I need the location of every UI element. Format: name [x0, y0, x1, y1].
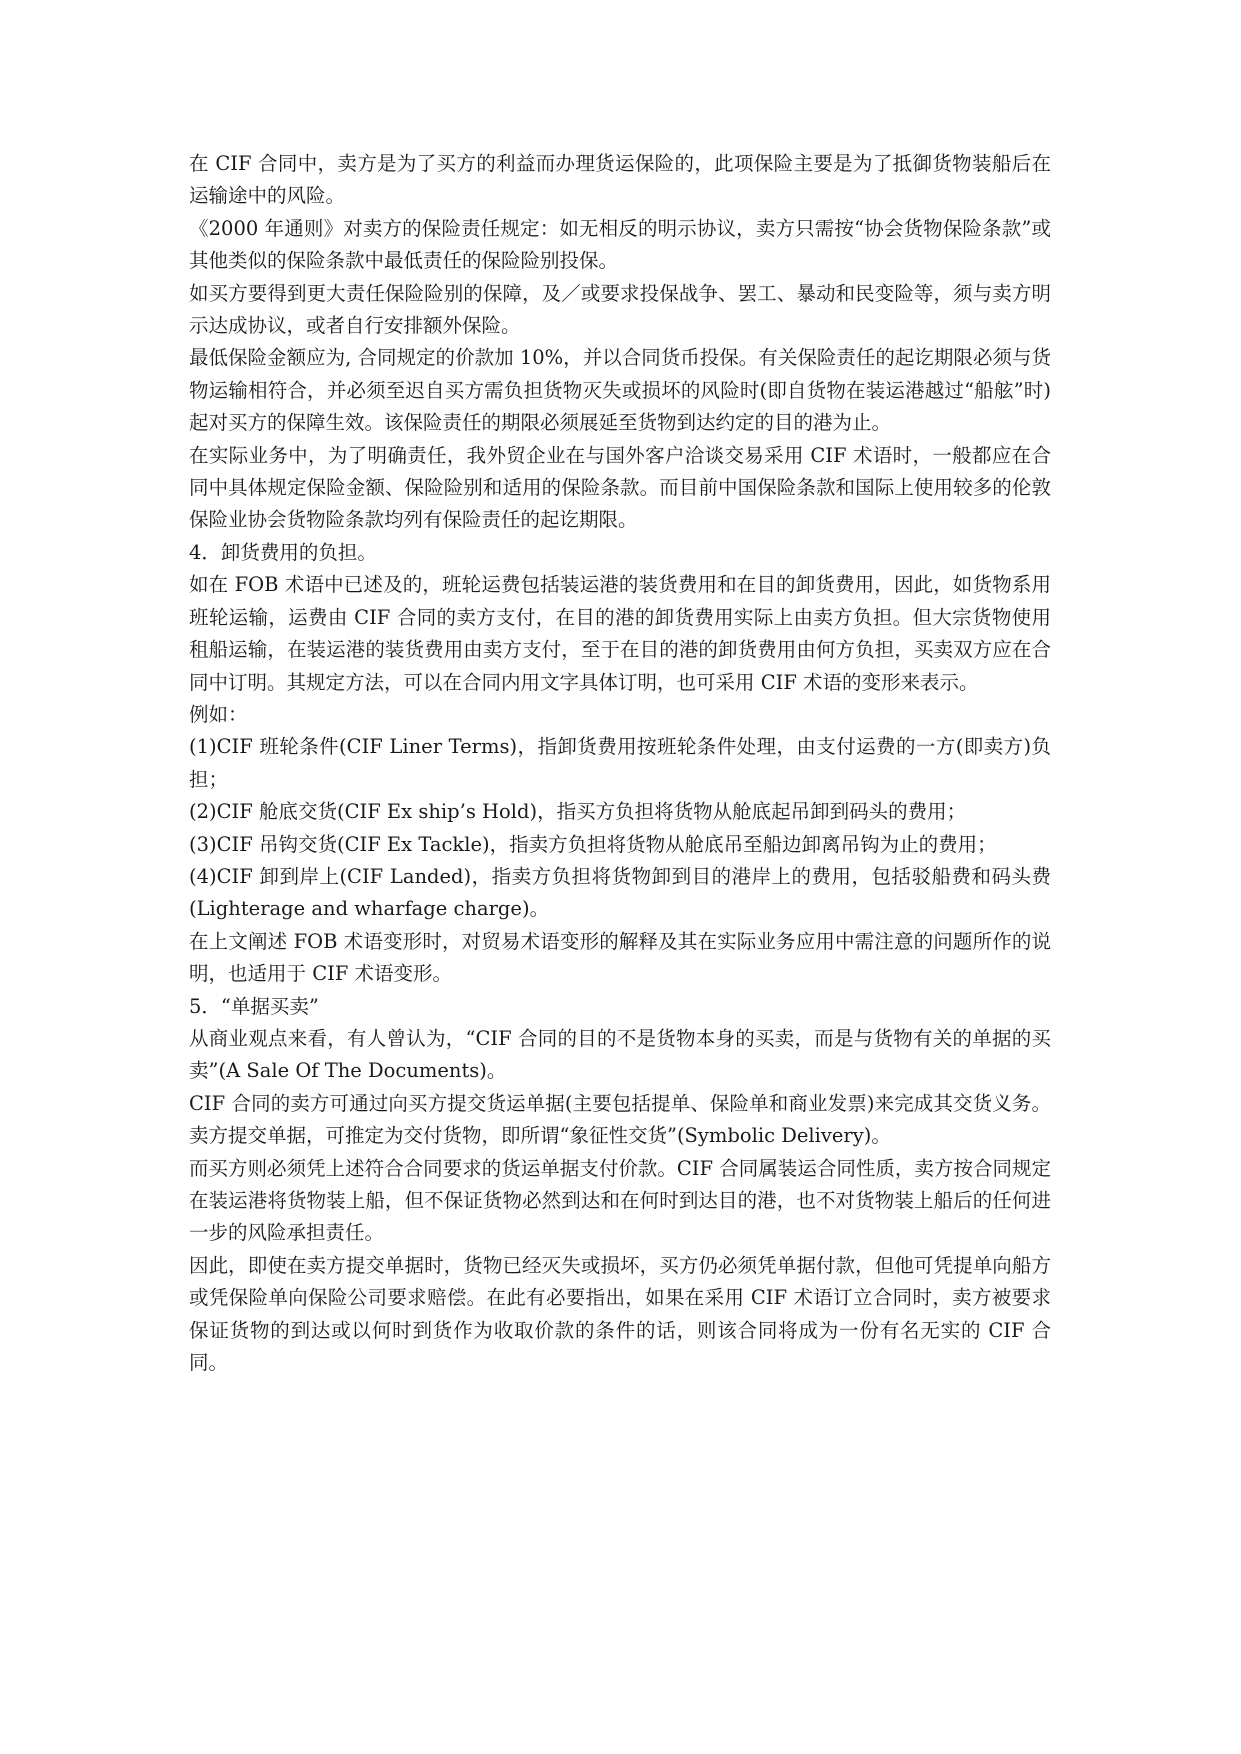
paragraph-buyer-payment: 而买方则必须凭上述符合合同要求的货运单据支付价款。CIF 合同属装运合同性质，卖方按合同规定在装运港将货物装上船，但不保证货物必然到达和在何时到达目的港，也不对货物装上船后的任何进一步的风险承担责任。	[189, 1156, 1051, 1245]
paragraph-extra-insurance: 如买方要得到更大责任保险险别的保障，及／或要求投保战争、罢工、暴动和民变险等，须与卖方明示达成协议，或者自行安排额外保险。	[189, 281, 1051, 338]
paragraph-unloading-costs: 如在 FOB 术语中已述及的，班轮运费包括装运港的装货费用和在目的卸货费用，因此，如货物系用班轮运输，运费由 CIF 合同的卖方支付，在目的港的卸货费用实际上由卖方负担。但大宗货物使用租船运输，在装运港的装货费用由卖方支付，至于在目的港的卸货费用由何方负担，买卖双方应在合同中订明。其规定方法，可以在合同内用文字具体订明，也可采用 CIF 术语的变形来表示。	[189, 573, 1051, 694]
list-item-cif-ex-ships-hold: (2)CIF 舱底交货(CIF Ex ship’s Hold)，指买方负担将货物从舱底起吊卸到码头的费用；	[189, 800, 967, 824]
paragraph-practical-business: 在实际业务中，为了明确责任，我外贸企业在与国外客户洽谈交易采用 CIF 术语时，一般都应在合同中具体规定保险金额、保险险别和适用的保险条款。而目前中国保险条款和国际上使用较多的伦敦保险业协会货物险条款均列有保险责任的起讫期限。	[189, 443, 1051, 532]
paragraph-for-example: 例如：	[189, 702, 248, 726]
paragraph-incoterms-2000-insurance: 《2000 年通则》对卖方的保险责任规定：如无相反的明示协议，卖方只需按“协会货物保险条款”或其他类似的保险条款中最低责任的保险险别投保。	[189, 216, 1051, 273]
paragraph-symbolic-delivery: CIF 合同的卖方可通过向买方提交货运单据(主要包括提单、保险单和商业发票)来完成其交货义务。卖方提交单据，可推定为交付货物，即所谓“象征性交货”(Symbolic Delivery)。	[189, 1091, 1051, 1148]
list-item-cif-liner-terms: (1)CIF 班轮条件(CIF Liner Terms)，指卸货费用按班轮条件处理，由支付运费的一方(即卖方)负担；	[189, 735, 1051, 791]
paragraph-cif-insurance-intro: 在 CIF 合同中，卖方是为了买方的利益而办理货运保险的，此项保险主要是为了抵御货物装船后在运输途中的风险。	[189, 152, 1051, 208]
paragraph-minimum-insured-amount: 最低保险金额应为, 合同规定的价款加 10%，并以合同货币投保。有关保险责任的起讫期限必须与货物运输相符合，并必须至迟自买方需负担货物灭失或损坏的风险时(即自货物在装运港越过“船舷”时)起对买方的保障生效。该保险责任的期限必须展延至货物到达约定的目的港为止。	[189, 346, 1051, 435]
list-item-cif-ex-tackle: (3)CIF 吊钩交货(CIF Ex Tackle)，指卖方负担将货物从舱底吊至船边卸离吊钩为止的费用；	[189, 832, 997, 856]
paragraph-fob-variants-note: 在上文阐述 FOB 术语变形时，对贸易术语变形的解释及其在实际业务应用中需注意的问题所作的说明，也适用于 CIF 术语变形。	[189, 929, 1051, 986]
list-item-cif-landed: (4)CIF 卸到岸上(CIF Landed)，指卖方负担将货物卸到目的港岸上的费用，包括驳船费和码头费(Lighterage and wharfage charge)。	[189, 864, 1051, 921]
section-heading-document-sale: 5．“单据买卖”	[189, 994, 319, 1018]
paragraph-conclusion: 因此，即使在卖方提交单据时，货物已经灭失或损坏，买方仍必须凭单据付款，但他可凭提单向船方或凭保险单向保险公司要求赔偿。在此有必要指出，如果在采用 CIF 术语订立合同时，卖方被要求保证货物的到达或以何时到货作为收取价款的条件的话，则该合同将成为一份有名无实的 CIF 合同。	[189, 1253, 1051, 1375]
document-body	[189, 148, 1051, 1379]
paragraph-commercial-viewpoint: 从商业观点来看，有人曾认为，“CIF 合同的目的不是货物本身的买卖，而是与货物有关的单据的买卖”(A Sale Of The Documents)。	[189, 1026, 1051, 1083]
section-heading-unloading-costs: 4．卸货费用的负担。	[189, 540, 377, 564]
